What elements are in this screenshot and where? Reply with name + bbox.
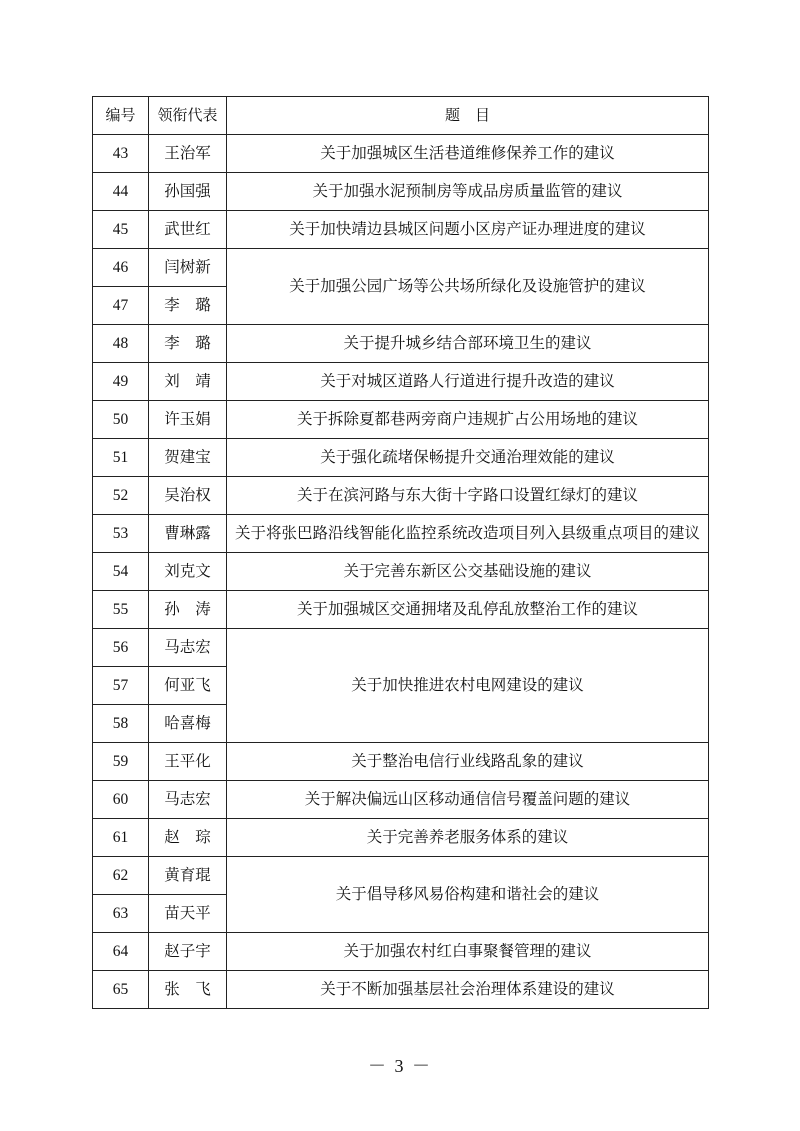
row-number: 61 [93, 819, 149, 857]
row-representative: 王平化 [149, 743, 227, 781]
row-representative: 刘克文 [149, 553, 227, 591]
row-number: 58 [93, 705, 149, 743]
row-title: 关于加快靖边县城区问题小区房产证办理进度的建议 [227, 211, 709, 249]
row-representative: 哈喜梅 [149, 705, 227, 743]
table-row [93, 591, 709, 629]
row-number: 63 [93, 895, 149, 933]
table-row [93, 781, 709, 819]
table-row [93, 971, 709, 1009]
row-number: 51 [93, 439, 149, 477]
row-title: 关于完善养老服务体系的建议 [227, 819, 709, 857]
row-title: 关于倡导移风易俗构建和谐社会的建议 [227, 857, 709, 933]
row-representative: 赵 琮 [149, 819, 227, 857]
row-representative: 许玉娟 [149, 401, 227, 439]
row-number: 55 [93, 591, 149, 629]
row-number: 57 [93, 667, 149, 705]
table-row [93, 401, 709, 439]
row-number: 48 [93, 325, 149, 363]
table-row [93, 211, 709, 249]
table-row [93, 819, 709, 857]
row-representative: 吴治权 [149, 477, 227, 515]
table-row [93, 439, 709, 477]
table-body [93, 135, 709, 1009]
table-header-row [93, 97, 709, 135]
row-title: 关于加强水泥预制房等成品房质量监管的建议 [227, 173, 709, 211]
row-representative: 刘 靖 [149, 363, 227, 401]
header-title: 题 目 [227, 97, 709, 135]
proposals-table [92, 96, 709, 1009]
table-row [93, 477, 709, 515]
row-title: 关于加强城区交通拥堵及乱停乱放整治工作的建议 [227, 591, 709, 629]
row-title: 关于拆除夏都巷两旁商户违规扩占公用场地的建议 [227, 401, 709, 439]
row-representative: 何亚飞 [149, 667, 227, 705]
row-number: 43 [93, 135, 149, 173]
table-row [93, 553, 709, 591]
row-representative: 孙 涛 [149, 591, 227, 629]
row-number: 56 [93, 629, 149, 667]
row-representative: 黄育琨 [149, 857, 227, 895]
row-number: 47 [93, 287, 149, 325]
row-number: 59 [93, 743, 149, 781]
row-title: 关于将张巴路沿线智能化监控系统改造项目列入县级重点项目的建议 [227, 515, 709, 553]
row-title: 关于在滨河路与东大街十字路口设置红绿灯的建议 [227, 477, 709, 515]
table-row [93, 173, 709, 211]
row-representative: 李 璐 [149, 287, 227, 325]
row-title: 关于解决偏远山区移动通信信号覆盖问题的建议 [227, 781, 709, 819]
row-representative: 苗天平 [149, 895, 227, 933]
row-number: 60 [93, 781, 149, 819]
row-number: 52 [93, 477, 149, 515]
row-title: 关于加强公园广场等公共场所绿化及设施管护的建议 [227, 249, 709, 325]
table-row [93, 933, 709, 971]
row-title: 关于提升城乡结合部环境卫生的建议 [227, 325, 709, 363]
row-title: 关于不断加强基层社会治理体系建设的建议 [227, 971, 709, 1009]
table-row [93, 325, 709, 363]
row-title: 关于加强城区生活巷道维修保养工作的建议 [227, 135, 709, 173]
table-row [93, 515, 709, 553]
row-number: 65 [93, 971, 149, 1009]
row-representative: 马志宏 [149, 629, 227, 667]
row-number: 62 [93, 857, 149, 895]
row-number: 50 [93, 401, 149, 439]
row-number: 54 [93, 553, 149, 591]
table-row [93, 249, 709, 287]
row-number: 46 [93, 249, 149, 287]
row-representative: 孙国强 [149, 173, 227, 211]
row-representative: 武世红 [149, 211, 227, 249]
row-representative: 闫树新 [149, 249, 227, 287]
row-representative: 王治军 [149, 135, 227, 173]
row-representative: 张 飞 [149, 971, 227, 1009]
row-title: 关于对城区道路人行道进行提升改造的建议 [227, 363, 709, 401]
table-row [93, 743, 709, 781]
row-representative: 马志宏 [149, 781, 227, 819]
row-representative: 曹琳露 [149, 515, 227, 553]
row-number: 49 [93, 363, 149, 401]
table-row [93, 857, 709, 895]
header-number: 编号 [93, 97, 149, 135]
row-title: 关于加快推进农村电网建设的建议 [227, 629, 709, 743]
row-title: 关于加强农村红白事聚餐管理的建议 [227, 933, 709, 971]
row-number: 44 [93, 173, 149, 211]
header-representative: 领衔代表 [149, 97, 227, 135]
row-title: 关于强化疏堵保畅提升交通治理效能的建议 [227, 439, 709, 477]
table-row [93, 363, 709, 401]
row-number: 53 [93, 515, 149, 553]
row-number: 64 [93, 933, 149, 971]
table-row [93, 135, 709, 173]
row-representative: 赵子宇 [149, 933, 227, 971]
row-representative: 贺建宝 [149, 439, 227, 477]
row-title: 关于完善东新区公交基础设施的建议 [227, 553, 709, 591]
row-number: 45 [93, 211, 149, 249]
row-representative: 李 璐 [149, 325, 227, 363]
table-row [93, 629, 709, 667]
page-number: － 3 － [368, 1056, 432, 1076]
row-title: 关于整治电信行业线路乱象的建议 [227, 743, 709, 781]
